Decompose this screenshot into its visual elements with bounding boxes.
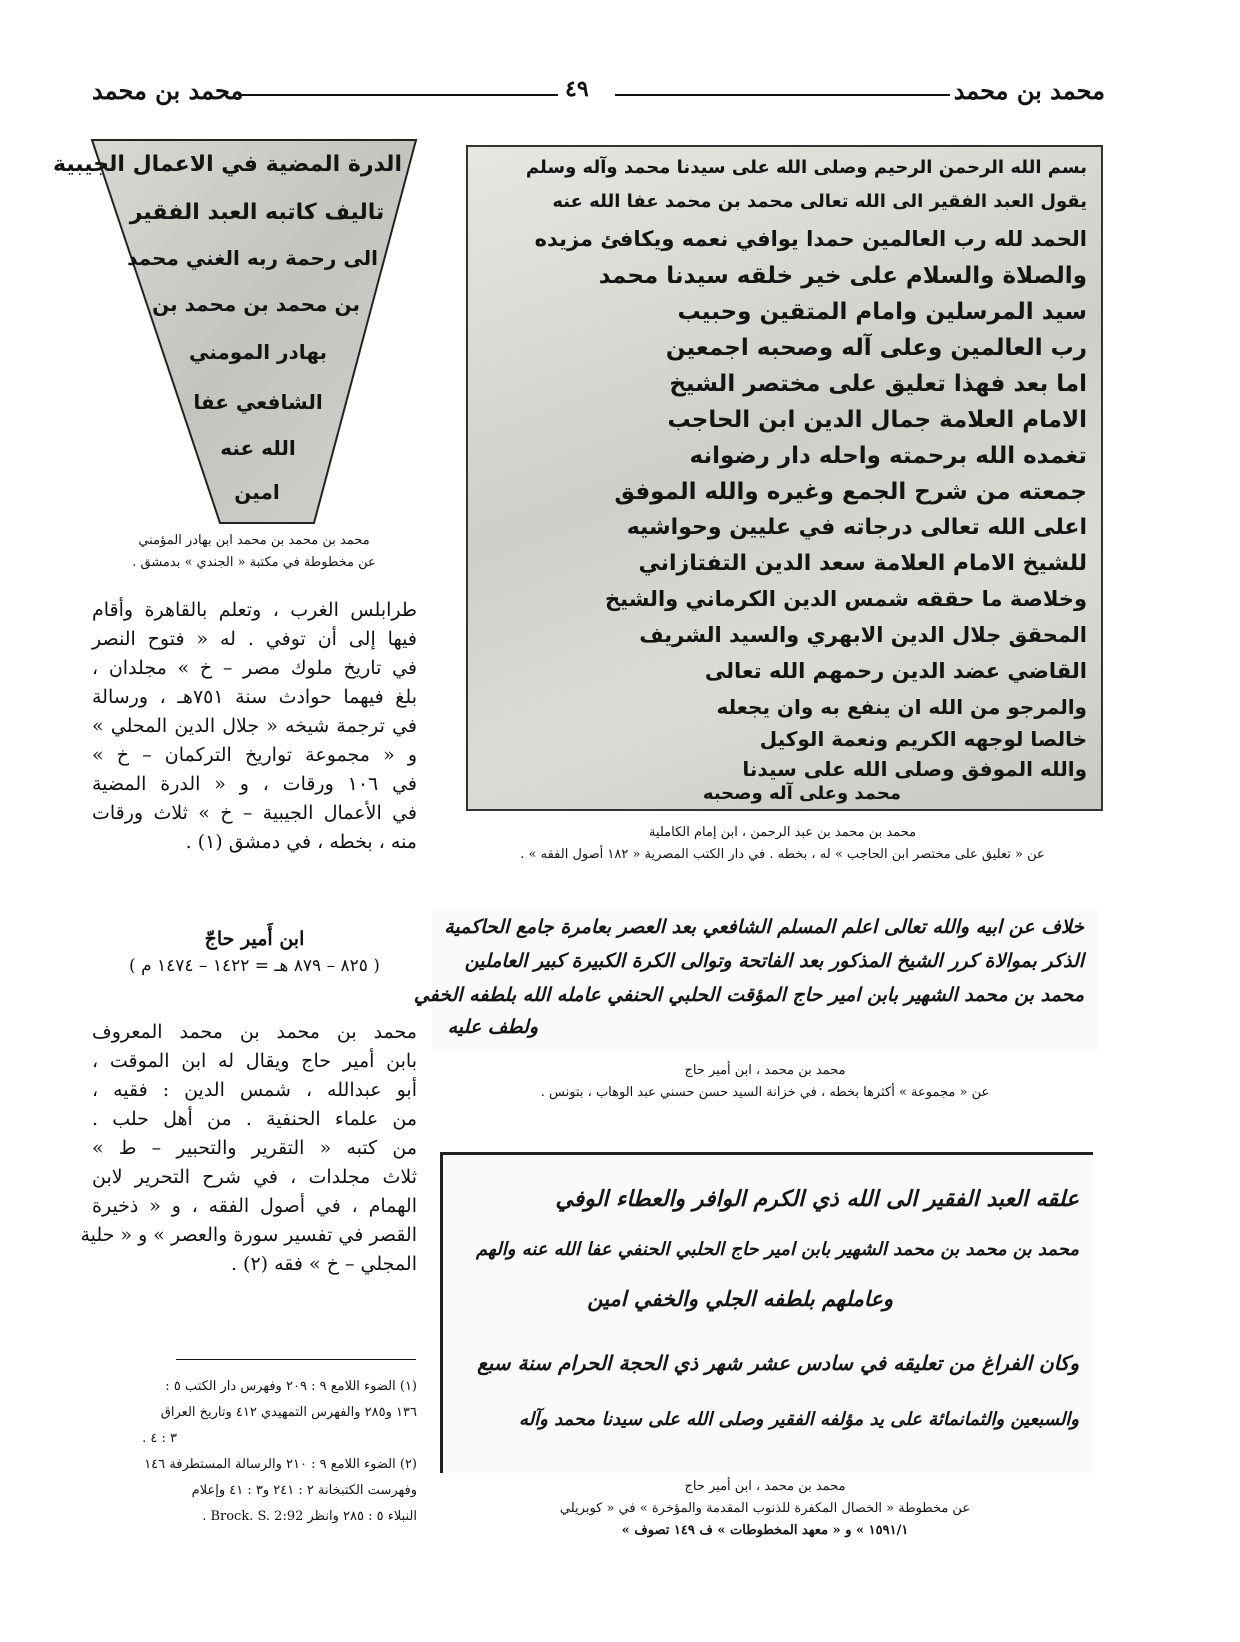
body-line: بلغ فيهما حوادث سنة ٧٥١هـ ، ورسالة — [92, 686, 417, 708]
body-line: القصر في تفسير سورة والعصر » و « حلية — [80, 1224, 417, 1246]
body-line: في تاريخ ملوك مصر – خ » مجلدان ، — [92, 657, 417, 679]
figure-caption-2 — [432, 1060, 1098, 1104]
manuscript-line: المحقق جلال الدين الابهري والسيد الشريف — [639, 623, 1087, 647]
footnote-line: وفهرست الكتبخانة ٢ : ٢٤١ و٣ : ٤١ وإعلام — [191, 1483, 417, 1498]
manuscript-line: اما بعد فهذا تعليق على مختصر الشيخ — [669, 371, 1087, 397]
caption-source: عن مخطوطة « الخصال المكفرة للذنوب المقدمة والمؤخرة » في « كوبريلي — [559, 1501, 971, 1516]
body-line: في ترجمة شيخه « جلال الدين المحلي » — [92, 715, 417, 737]
manuscript-line: جمعته من شرح الجمع وغيره والله الموفق — [614, 479, 1087, 505]
manuscript-line: الحمد لله رب العالمين حمدا يوافي نعمه ويكافئ مزيده — [534, 227, 1087, 251]
manuscript-line: تغمده الله برحمته واحله دار رضوانه — [689, 443, 1087, 469]
body-line: ثلاث مجلدات ، في شرح التحرير لابن — [92, 1166, 417, 1188]
manuscript-line: بهادر المومني — [188, 340, 328, 364]
footnotes — [92, 1374, 417, 1530]
body-line: أبو عبدالله ، شمس الدين : فقيه ، — [92, 1079, 417, 1101]
body-line: طرابلس الغرب ، وتعلم بالقاهرة وأقام — [92, 599, 417, 621]
caption-source: عن « مجموعة » أكثرها بخطه ، في خزانة السيد حسن حسني عبد الوهاب ، بتونس . — [540, 1085, 990, 1100]
footnote-line: (١) الضوء اللامع ٩ : ٢٠٩ وفهرس دار الكتب ٥ : — [165, 1379, 417, 1394]
manuscript-line: سيد المرسلين وامام المتقين وحبيب — [677, 299, 1087, 325]
manuscript-line: خالصا لوجهه الكريم ونعمة الوكيل — [759, 727, 1087, 751]
caption-source: عن « تعليق على مختصر ابن الحاجب » له ، بخطه . في دار الكتب المصرية « ١٨٢ أصول الفقه » . — [520, 847, 1045, 862]
body-line: محمد بن محمد بن محمد المعروف — [92, 1021, 417, 1043]
body-text-entry — [80, 1018, 417, 1279]
footnote-line: ١٣٦ و٢٨٥ والفهرس التمهيدي ٤١٢ وتاريخ العراق — [160, 1405, 417, 1420]
manuscript-line: يقول العبد الفقير الى الله تعالى محمد بن محمد عفا الله عنه — [552, 191, 1087, 212]
manuscript-line: بن محمد بن محمد بن — [152, 292, 360, 316]
manuscript-line: والله الموفق وصلى الله على سيدنا — [742, 757, 1087, 781]
manuscript-line: بسم الله الرحمن الرحيم وصلى الله على سيدنا محمد وآله وسلم — [525, 157, 1087, 178]
body-line: من كتبه « التقرير والتحبير – ط » — [92, 1137, 417, 1159]
caption-title: محمد بن محمد ، ابن أمير حاج — [684, 1063, 846, 1078]
caption-title: محمد بن محمد بن عبد الرحمن ، ابن إمام الكاملية — [648, 825, 917, 840]
manuscript-line: الامام العلامة جمال الدين ابن الحاجب — [667, 407, 1087, 433]
manuscript-image-2 — [413, 910, 1098, 1050]
body-line: من علماء الحنفية . من أهل حلب . — [92, 1108, 417, 1130]
manuscript-line: الذكر بموالاة كرر الشيخ المذكور بعد الفاتحة وتوالى الكرة الكبيرة كبير العاملين — [464, 950, 1084, 972]
footnote-line: النبلاء ٥ : ٢٨٥ وانظر Brock. S. 2:92 . — [202, 1509, 417, 1524]
manuscript-triangle-shape — [52, 140, 416, 523]
header-rule-left — [238, 94, 558, 96]
caption-title: محمد بن محمد ، ابن أمير حاج — [684, 1479, 846, 1494]
header-rule-right — [615, 94, 950, 96]
manuscript-line: امين — [234, 480, 280, 504]
figure-caption-triangle — [92, 530, 416, 574]
manuscript-image-1 — [466, 145, 1103, 811]
manuscript-line: وخلاصة ما حققه شمس الدين الكرماني والشيخ — [604, 587, 1087, 611]
manuscript-image-3 — [440, 1152, 1093, 1473]
body-line: فيها إلى أن توفي . له « فتوح النصر — [92, 628, 417, 650]
figure-caption-3 — [440, 1476, 1090, 1542]
footnote-line: (٢) الضوء اللامع ٩ : ٢١٠ والرسالة المستطرفة ١٤٦ — [144, 1457, 417, 1472]
body-text-continuation — [92, 596, 417, 857]
body-line: في الأعمال الجيبية – خ » ثلاث ورقات — [92, 802, 417, 824]
manuscript-line: والصلاة والسلام على خير خلقه سيدنا محمد — [598, 263, 1087, 289]
body-line: الهمام ، في أصول الفقه ، و « ذخيرة — [92, 1195, 417, 1217]
manuscript-line: خلاف عن ابيه والله تعالى اعلم المسلم الشافعي بعد العصر بعامرة جامع الحاكمية — [444, 916, 1084, 938]
manuscript-line: والمرجو من الله ان ينفع به وان يجعله — [716, 695, 1087, 719]
manuscript-line: تاليف كاتبه العبد الفقير — [129, 200, 385, 225]
manuscript-line: للشيخ الامام العلامة سعد الدين التفتازاني — [638, 551, 1087, 576]
manuscript-line: علقه العبد الفقير الى الله ذي الكرم الوافر والعطاء الوفي — [555, 1187, 1079, 1212]
caption-title: محمد بن محمد بن محمد ابن بهادر المؤمني — [138, 533, 370, 548]
manuscript-line: الى رحمة ربه الغني محمد — [127, 246, 378, 270]
manuscript-line: محمد بن محمد الشهير بابن امير حاج المؤقت الحلبي الحنفي عامله الله بلطفه الخفي — [413, 984, 1084, 1006]
page-number: ٤٩ — [565, 76, 589, 102]
body-line: المجلي – خ » فقه (٢) . — [230, 1253, 417, 1275]
manuscript-line: محمد وعلى آله وصحبه — [702, 783, 901, 804]
manuscript-image-triangle — [52, 140, 416, 523]
running-head-left: محمد بن محمد — [92, 76, 244, 105]
manuscript-line: القاضي عضد الدين رحمهم الله تعالى — [704, 659, 1087, 683]
entry-heading: ابن أَمير حاجّ — [204, 928, 305, 950]
manuscript-line: محمد بن محمد بن محمد الشهير بابن امير حاج الحلبي الحنفي عفا الله عنه والهم — [476, 1239, 1079, 1260]
manuscript-line: وعاملهم بلطفه الجلي والخفي امين — [587, 1287, 893, 1311]
entry-dates: ( ٨٢٥ – ٨٧٩ هـ = ١٤٢٢ – ١٤٧٤ م ) — [129, 956, 380, 976]
body-line: و « مجموعة تواريخ التركمان – خ » — [92, 744, 417, 766]
manuscript-line: الدرة المضية في الاعمال الجيبية — [52, 152, 402, 177]
footnote-line: ٣ : ٤ . — [142, 1431, 177, 1446]
footnote-rule — [176, 1359, 416, 1360]
body-line: بابن أمير حاج ويقال له ابن الموقت ، — [92, 1050, 417, 1072]
manuscript-line: اعلى الله تعالى درجاته في عليين وحواشيه — [626, 515, 1087, 540]
body-line: منه ، بخطه ، في دمشق (١) . — [185, 831, 417, 853]
figure-caption-1 — [466, 822, 1099, 866]
manuscript-line: وكان الفراغ من تعليقه في سادس عشر شهر ذي الحجة الحرام سنة سبع — [477, 1351, 1079, 1375]
caption-source: عن مخطوطة في مكتبة « الجندي » بدمشق . — [132, 555, 376, 570]
manuscript-line: والسبعين والثمانمائة على يد مؤلفه الفقير وصلى الله على سيدنا محمد وآله — [518, 1409, 1079, 1430]
running-head-right: محمد بن محمد — [953, 76, 1105, 105]
body-line: في ١٠٦ ورقات ، و « الدرة المضية — [92, 773, 417, 795]
manuscript-line: الشافعي عفا — [193, 390, 323, 414]
manuscript-line: الله عنه — [220, 436, 296, 460]
caption-source-ref: ١٥٩١/١ » و « معهد المخطوطات » ف ١٤٩ تصوف » — [621, 1523, 909, 1538]
manuscript-line: رب العالمين وعلى آله وصحبه اجمعين — [665, 335, 1087, 361]
manuscript-line: ولطف عليه — [447, 1016, 538, 1038]
